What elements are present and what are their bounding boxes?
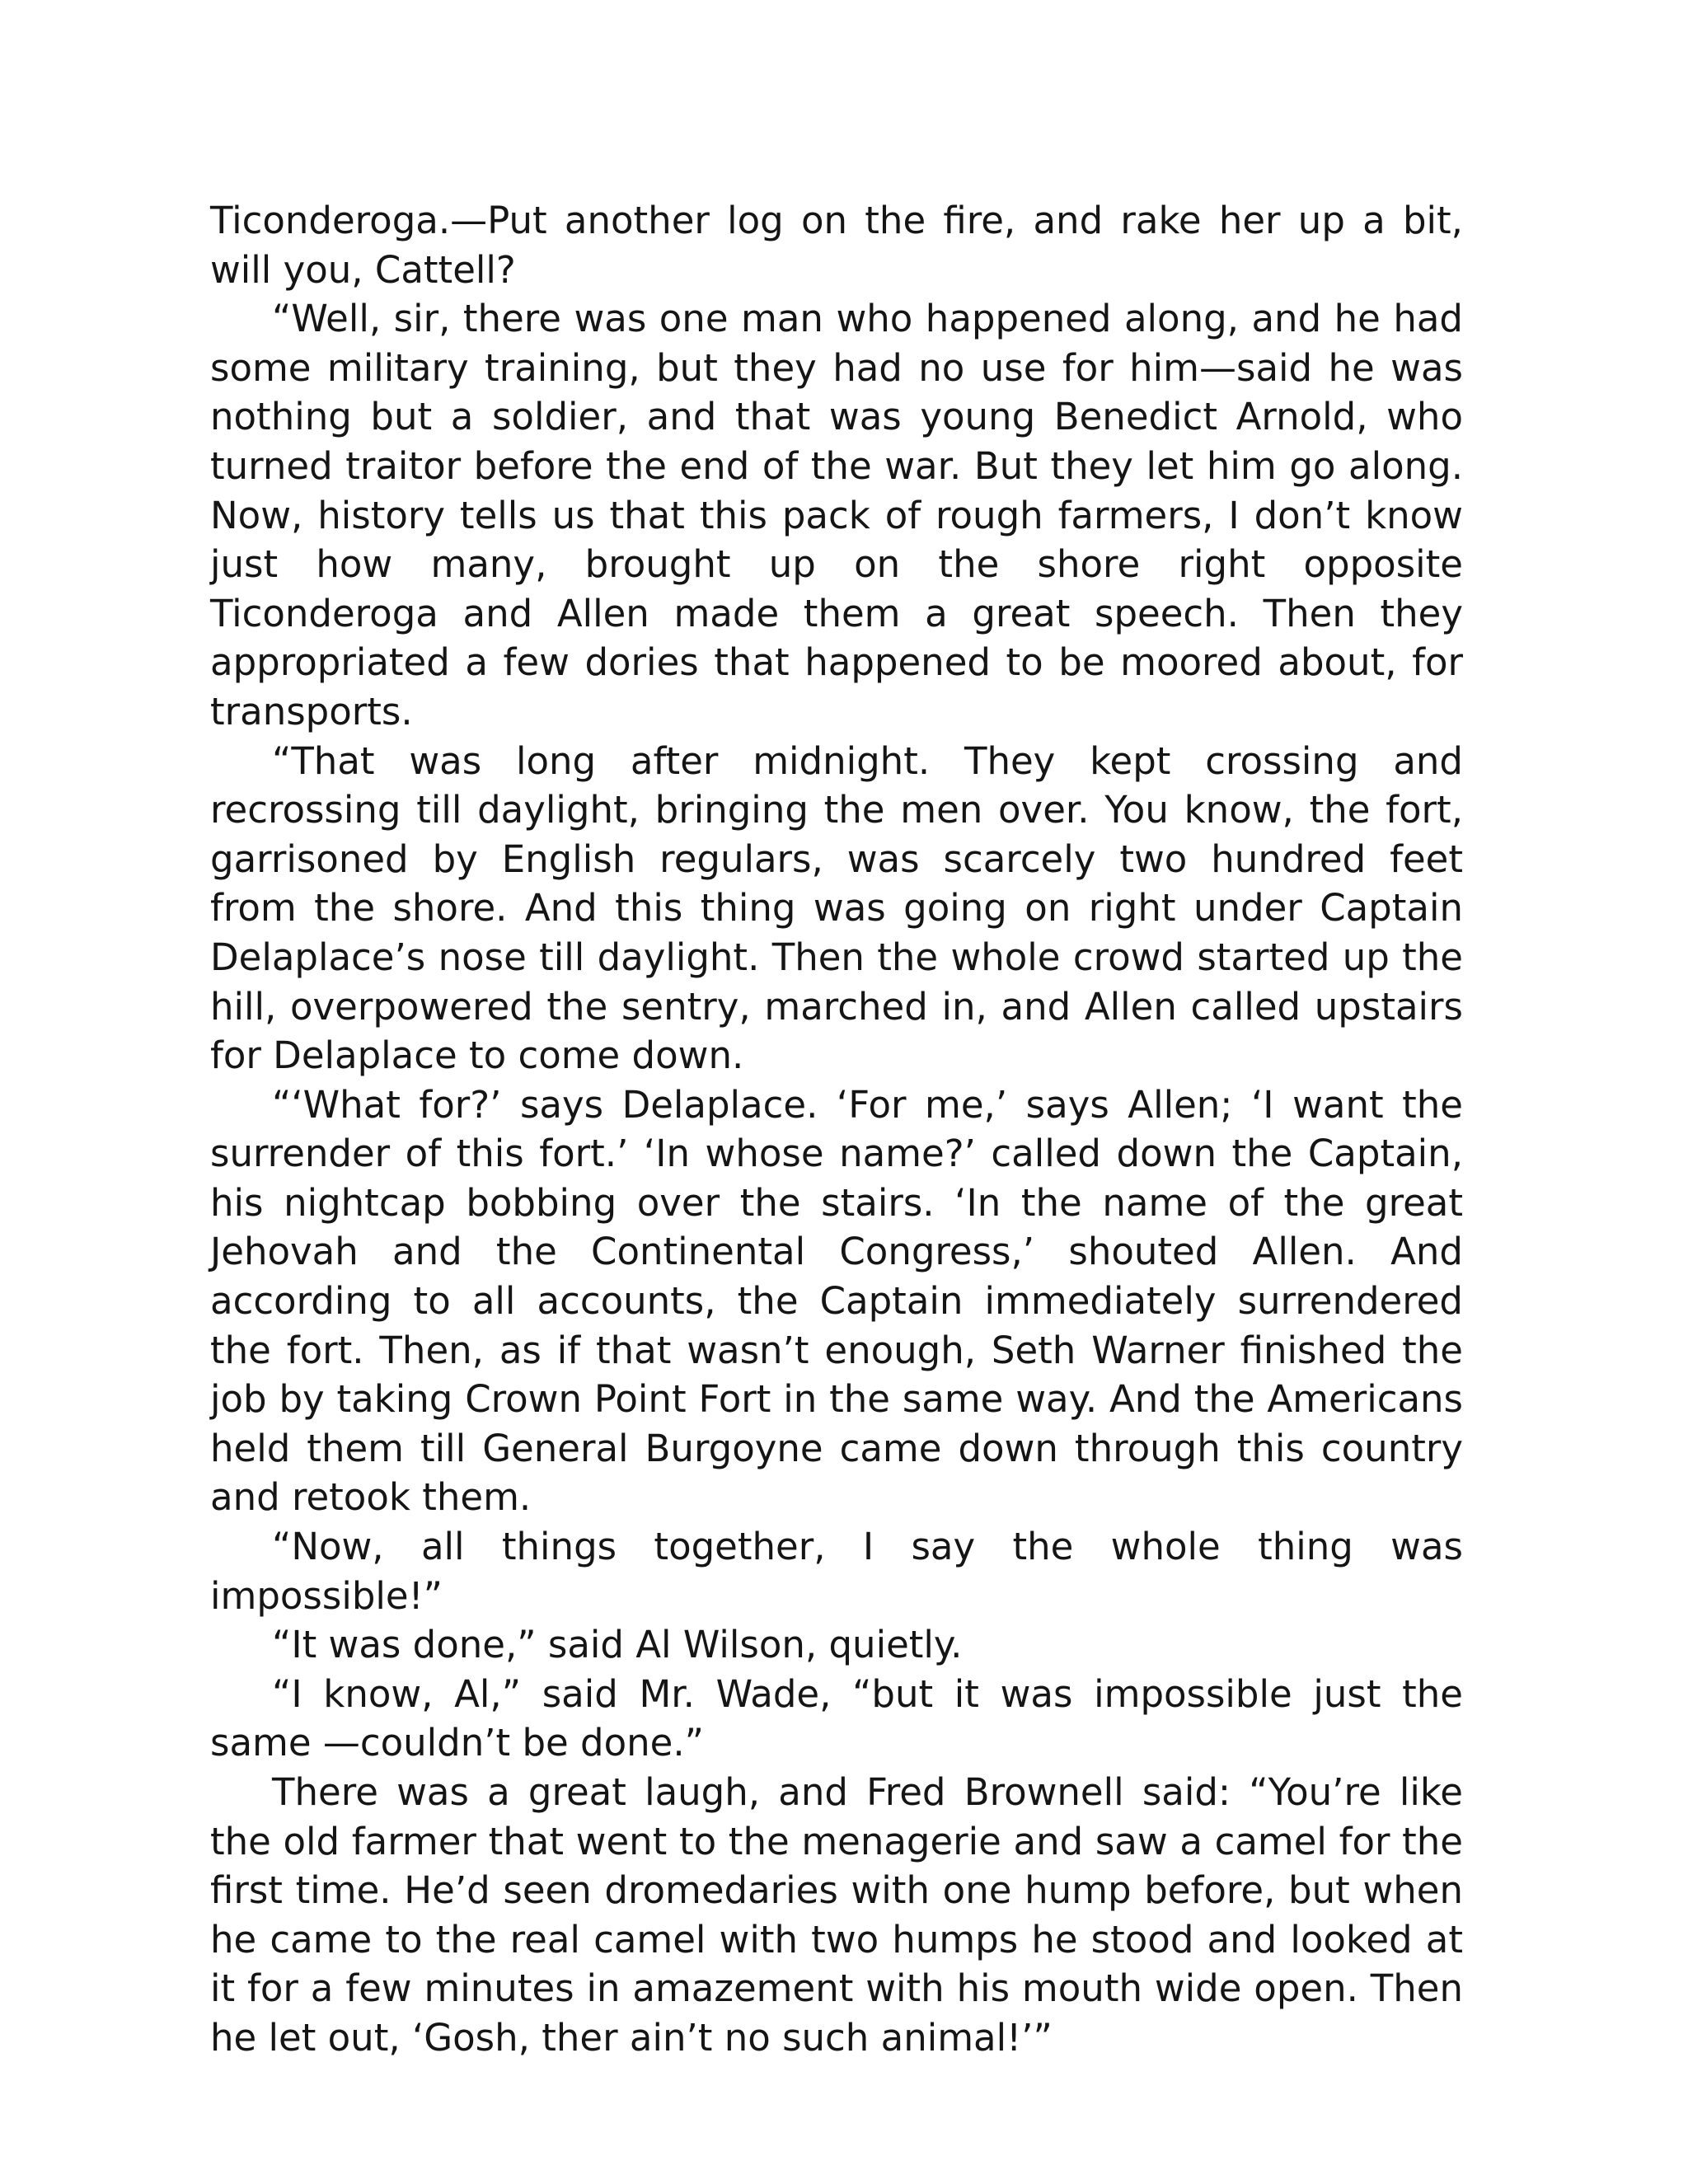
paragraph-benedict-arnold: “Well, sir, there was one man who happened along, and he had some military training, but they had no use for him—said he was nothing but a soldier, and that was young Benedict Arnold, who turned traitor before the end of the war. But they let him go along. Now, history tells us that this pack of rough farmers, I don’t know just how many, brought up on the shore right opposite Ticonderoga and Allen made them a great speech. Then they appropriated a few dories that happened to be moored about, for transports. — [210, 297, 1463, 733]
paragraph-mr-wade: “I know, Al,” said Mr. Wade, “but it was impossible just the same —couldn’t be done.” — [210, 1671, 1463, 1765]
paragraph-it-was-done: “It was done,” said Al Wilson, quietly. — [272, 1623, 963, 1667]
paragraph-surrender: “‘What for?’ says Delaplace. ‘For me,’ says Allen; ‘I want the surrender of this fort.’ ‘In whose name?’ called down the Captain, his nightcap bobbing over the stairs. ‘In the name of the great Jehovah and the Continental Congress,’ shouted Allen. And according to all accounts, the Captain immediately surrendered the fort. Then, as if that wasn’t enough, Seth Warner finished the job by taking Crown Point Fort in the same way. And the Americans held them till General Burgoyne came down through this country and retook them. — [210, 1082, 1463, 1520]
paragraph-camel-story: There was a great laugh, and Fred Brownell said: “You’re like the old farmer that went to the menagerie and saw a camel for the first time. He’d seen dromedaries with one hump before, but when he came to the real camel with two humps he stood and looked at it for a few minutes in amazement with his mouth wide open. Then he let out, ‘Gosh, ther ain’t no such animal!’” — [210, 1770, 1463, 2060]
body-text — [210, 196, 1463, 2063]
paragraph-impossible: “Now, all things together, I say the whole thing was impossible!” — [210, 1525, 1463, 1618]
paragraph-continuation: Ticonderoga.—Put another log on the fire, and rake her up a bit, will you, Cattell? — [210, 199, 1463, 292]
paragraph-crossing: “That was long after midnight. They kept crossing and recrossing till daylight, bringing the men over. You know, the fort, garrisoned by English regulars, was scarcely two hundred feet from the shore. And this thing was going on right under Captain Delaplace’s nose till daylight. Then the whole crowd started up the hill, overpowered the sentry, marched in, and Allen called upstairs for Delaplace to come down. — [210, 738, 1463, 1078]
